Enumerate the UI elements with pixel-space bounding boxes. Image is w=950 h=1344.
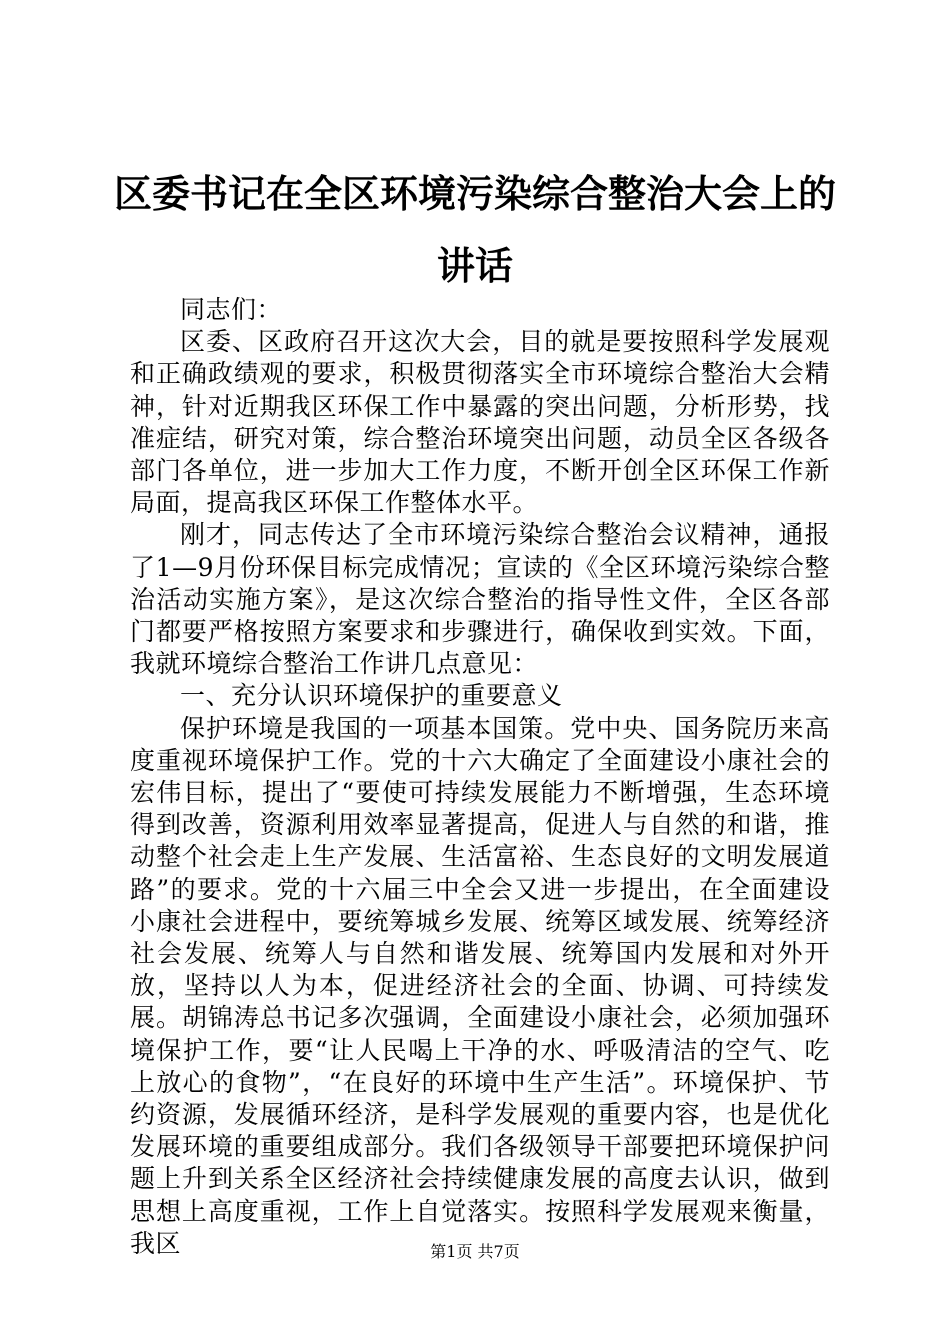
salutation-paragraph: 同志们：	[180, 295, 283, 324]
body-paragraph: 刚才，同志传达了全市环境污染综合整治会议精神，通报了1—9月份环保目标完成情况；宣读的《全区环境污染综合整治活动实施方案》，是这次综合整治的指导性文件，全区各部门都要严格按照方案要求和步骤进行，确保收到实效。下面，我就环境综合整治工作讲几点意见：	[130, 520, 830, 679]
page-number-footer: 第1页 共7页	[430, 1242, 520, 1261]
document-body	[130, 294, 830, 1260]
section-heading: 一、充分认识环境保护的重要意义	[180, 681, 563, 711]
body-paragraph: 保护环境是我国的一项基本国策。党中央、国务院历来高度重视环境保护工作。党的十六大确定了全面建设小康社会的宏伟目标，提出了“要使可持续发展能力不断增强，生态环境得到改善，资源利用效率显著提高，促进人与自然的和谐，推动整个社会走上生产发展、生活富裕、生态良好的文明发展道路”的要求。党的十六届三中全会又进一步提出，在全面建设小康社会进程中，要统筹城乡发展、统筹区域发展、统筹经济社会发展、统筹人与自然和谐发展、统筹国内发展和对外开放，坚持以人为本，促进经济社会的全面、协调、可持续发展。胡锦涛总书记多次强调，全面建设小康社会，必须加强环境保护工作，要“让人民喝上干净的水、呼吸清洁的空气、吃上放心的食物”，“在良好的环境中生产生活”。环境保护、节约资源，发展循环经济，是科学发展观的重要内容，也是优化发展环境的重要组成部分。我们各级领导干部要把环境保护问题上升到关系全区经济社会持续健康发展的高度去认识，做到思想上高度重视，工作上自觉落实。按照科学发展观来衡量，我区	[130, 713, 830, 1258]
body-paragraph: 区委、区政府召开这次大会，目的就是要按照科学发展观和正确政绩观的要求，积极贯彻落实全市环境综合整治大会精神，针对近期我区环保工作中暴露的突出问题，分析形势，找准症结，研究对策，综合整治环境突出问题，动员全区各级各部门各单位，进一步加大工作力度，不断开创全区环保工作新局面，提高我区环保工作整体水平。	[130, 327, 830, 518]
document-title: 区委书记在全区环境污染综合整治大会上的讲话	[113, 171, 836, 288]
